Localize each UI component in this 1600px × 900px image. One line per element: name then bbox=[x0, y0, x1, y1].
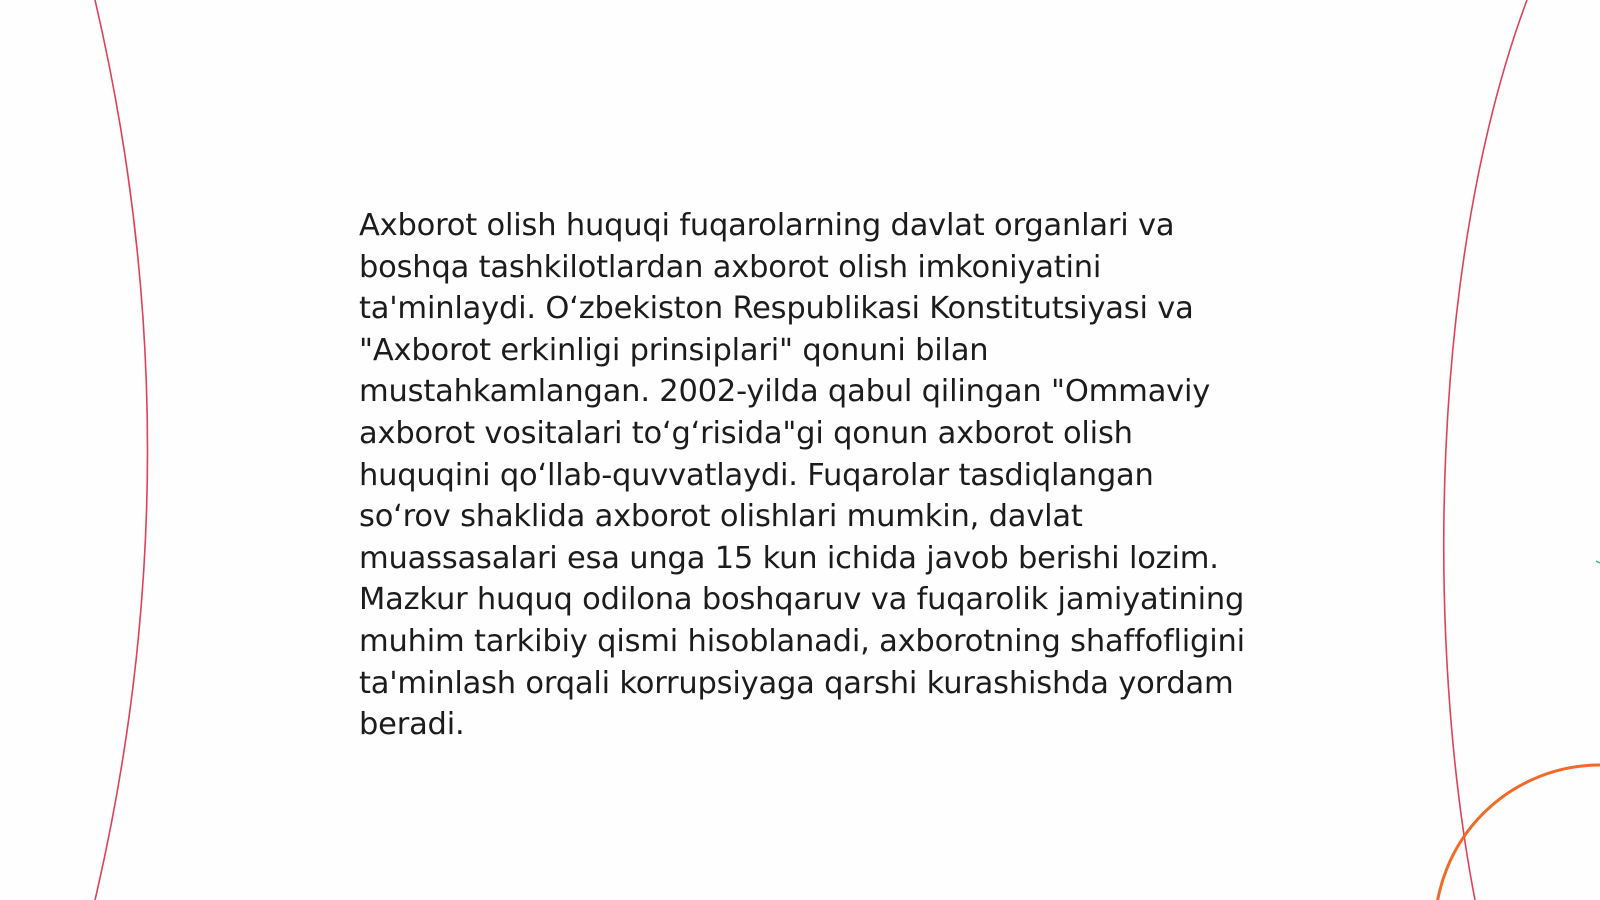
body-paragraph: Axborot olish huquqi fuqarolarning davlat organlari va boshqa tashkilotlardan axborot olish imkoniyatini ta'minlaydi. O‘zbekiston Respublikasi Konstitutsiyasi va "Axborot erkinligi prinsiplari" qonuni bilan mustahkamlangan. 2002-yilda qabul qilingan "Ommaviy axborot vositalari to‘g‘risida"gi qonun axborot olish huquqini qo‘llab-quvvatlaydi. Fuqarolar tasdiqlangan so‘rov shaklida axborot olishlari mumkin, davlat muassasalari esa unga 15 kun ichida javob berishi lozim. Mazkur huquq odilona boshqaruv va fuqarolik jamiyatining muhim tarkibiy qismi hisoblanadi, axborotning shaffofligini ta'minlash orqali korrupsiyaga qarshi kurashishda yordam beradi. bbox=[359, 208, 1245, 743]
left-arc-decoration bbox=[95, 0, 148, 900]
teal-mark-decoration bbox=[1596, 561, 1600, 563]
right-arc-decoration bbox=[1444, 0, 1527, 900]
orange-circle-decoration bbox=[1435, 765, 1600, 900]
